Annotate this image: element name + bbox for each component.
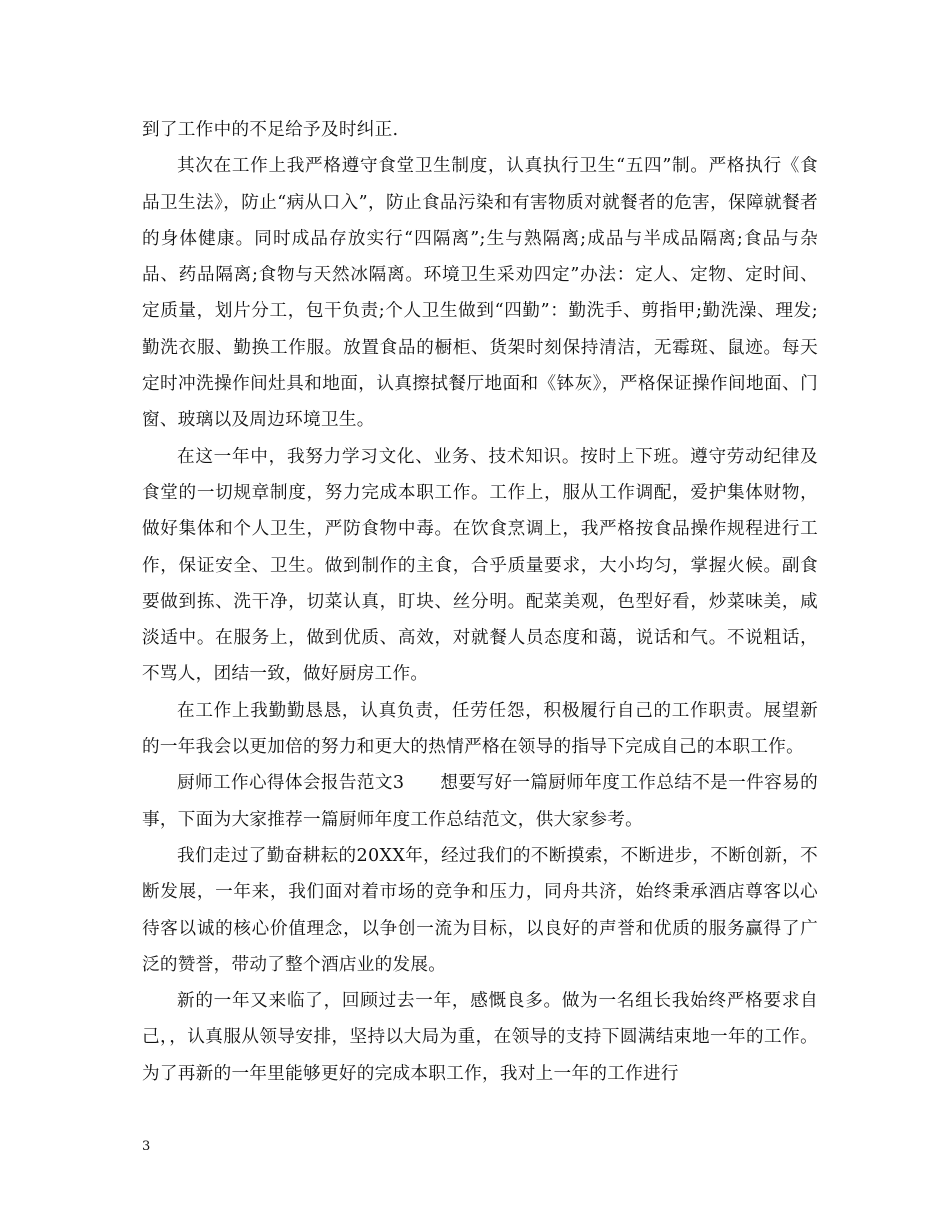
paragraph-continuation: 到了工作中的不足给予及时纠正. (142, 120, 399, 140)
paragraph-hygiene: 其次在工作上我严格遵守食堂卫生制度，认真执行卫生“五四”制。严格执行《食品卫生法》，防止“病从口入”，防止食品污染和有害物质对就餐者的危害，保障就餐者的身体健康。同时成品存放实行“四隔离”;生与熟隔离;成品与半成品隔离;食品与杂品、药品隔离;食物与天然冰隔离。环境卫生采劝四定”办法：定人、定物、定时间、定质量，划片分工，包干负责;个人卫生做到“四勤”：勤洗手、剪指甲;勤洗澡、理发;勤洗衣服、勤换工作服。放置食品的橱柜、货架时刻保持清洁，无霉斑、鼠迹。每天定时冲洗操作间灶具和地面，认真擦拭餐厅地面和《钵灰》，严格保证操作间地面、门窗、玻璃以及周边环境卫生。 (142, 156, 818, 431)
paragraph-hotel-year: 我们走过了勤奋耕耘的20XX年，经过我们的不断摸索，不断进步，不断创新，不断发展，一年来，我们面对着市场的竞争和压力，同舟共济，始终秉承酒店尊客以心待客以诚的核心价值理念，以争创一流为目标，以良好的声誉和优质的服务赢得了广泛的赞誉，带动了整个酒店业的发展。 (142, 845, 818, 975)
document-body (142, 112, 818, 1092)
paragraph-new-year: 新的一年又来临了，回顾过去一年，感慨良多。做为一名组长我始终严格要求自己，，认真服从领导安排，坚持以大局为重，在领导的支持下圆满结束地一年的工作。为了再新的一年里能够更好的完成本职工作，我对上一年的工作进行 (142, 991, 818, 1084)
paragraph-outlook: 在工作上我勤勤恳恳，认真负责，任劳任怨，积极履行自己的工作职责。展望新的一年我会以更加倍的努力和更大的热情严格在领导的指导下完成自己的本职工作。 (142, 700, 818, 758)
paragraph-report-title: 厨师工作心得体会报告范文3 想要写好一篇厨师年度工作总结不是一件容易的事，下面为大家推荐一篇厨师年度工作总结范文，供大家参考。 (142, 773, 818, 830)
paragraph-year-work: 在这一年中，我努力学习文化、业务、技术知识。按时上下班。遵守劳动纪律及食堂的一切规章制度，努力完成本职工作。工作上，服从工作调配，爱护集体财物，做好集体和个人卫生，严防食物中毒。在饮食烹调上，我严格按食品操作规程进行工作，保证安全、卫生。做到制作的主食，合乎质量要求，大小均匀，掌握火候。副食要做到拣、洗干净，切菜认真，盯块、丝分明。配菜美观，色型好看，炒菜味美，咸淡适中。在服务上，做到优质、高效，对就餐人员态度和蔼，说话和气。不说粗话，不骂人，团结一致，做好厨房工作。 (142, 446, 818, 685)
page-number: 3 (142, 1139, 151, 1154)
